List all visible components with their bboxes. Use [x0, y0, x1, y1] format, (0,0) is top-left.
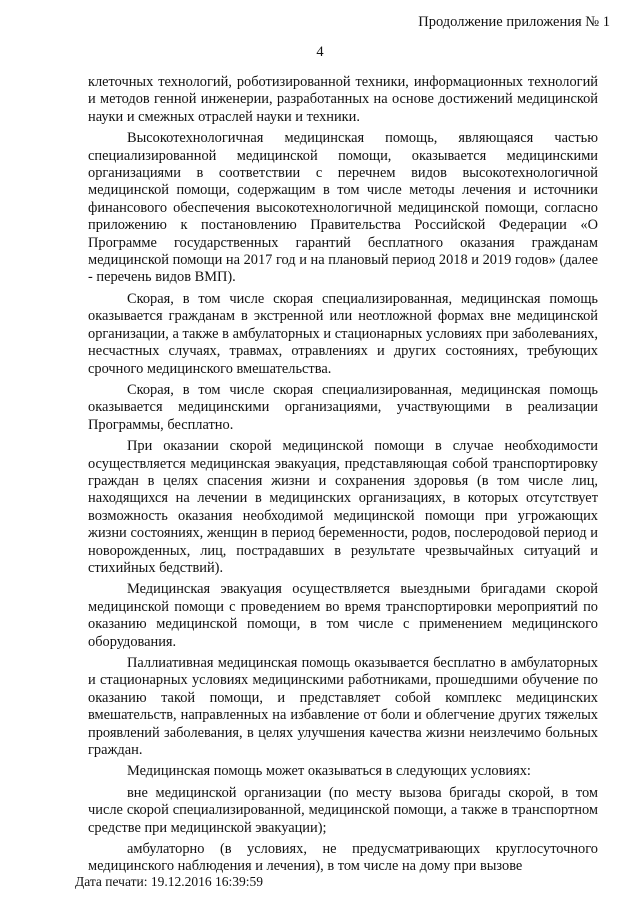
- paragraph: Высокотехнологичная медицинская помощь, являющаяся частью специализированной медицинской помощи, оказывается медицинскими организациями в соответствии с перечнем видов высокотехнологичной медицинской помощи, содержащим в том числе методы лечения и источники финансового обеспечения высокотехнологичной медицинской помощи, согласно приложению к постановлению Правительства Российской Федерации «О Программе государственных гарантий бесплатного оказания гражданам медицинской помощи на 2017 год и на плановый период 2018 и 2019 годов» (далее - перечень видов ВМП).: [88, 130, 598, 286]
- document-body: [88, 74, 598, 880]
- page-number: 4: [316, 44, 324, 60]
- paragraph: Скорая, в том числе скорая специализированная, медицинская помощь оказывается медицинскими организациями, участвующими в реализации Программы, бесплатно.: [88, 381, 598, 433]
- paragraph: Медицинская помощь может оказываться в следующих условиях:: [127, 763, 531, 780]
- paragraph: При оказании скорой медицинской помощи в случае необходимости осуществляется медицинская эвакуация, представляющая собой транспортировку граждан в целях спасения жизни и сохранения здоровья (в том числе лиц, находящихся на лечении в медицинских организациях, в которых отсутствует возможность оказания необходимой медицинской помощи при угрожающих жизни состояниях, женщин в период беременности, родов, послеродовой период и новорожденных, лиц, пострадавших в результате чрезвычайных ситуаций и стихийных бедствий).: [88, 438, 598, 576]
- paragraph: Паллиативная медицинская помощь оказывается бесплатно в амбулаторных и стационарных условиях медицинскими работниками, прошедшими обучение по оказанию такой помощи, и представляет собой комплекс медицинских вмешательств, направленных на избавление от боли и облегчение других тяжелых проявлений заболевания, в целях улучшения качества жизни неизлечимо больных граждан.: [88, 655, 598, 759]
- paragraph: вне медицинской организации (по месту вызова бригады скорой, в том числе скорой специализированной, медицинской помощи, а также в транспортном средстве при медицинской эвакуации);: [88, 784, 598, 836]
- print-date-footer: Дата печати: 19.12.2016 16:39:59: [75, 874, 263, 889]
- paragraph: клеточных технологий, роботизированной техники, информационных технологий и методов генной инженерии, разработанных на основе достижений медицинской науки и смежных отраслей науки и техники.: [88, 74, 598, 125]
- paragraph: амбулаторно (в условиях, не предусматривающих круглосуточного медицинского наблюдения и лечения), в том числе на дому при вызове: [88, 841, 598, 875]
- paragraph: Скорая, в том числе скорая специализированная, медицинская помощь оказывается гражданам в экстренной или неотложной формах вне медицинской организации, а также в амбулаторных и стационарных условиях при заболеваниях, несчастных случаях, травмах, отравлениях и других состояниях, требующих срочного медицинского вмешательства.: [88, 290, 598, 377]
- paragraph: Медицинская эвакуация осуществляется выездными бригадами скорой медицинской помощи с проведением во время транспортировки мероприятий по оказанию медицинской помощи, в том числе с применением медицинского оборудования.: [88, 581, 598, 650]
- appendix-continuation-note: Продолжение приложения № 1: [418, 14, 610, 30]
